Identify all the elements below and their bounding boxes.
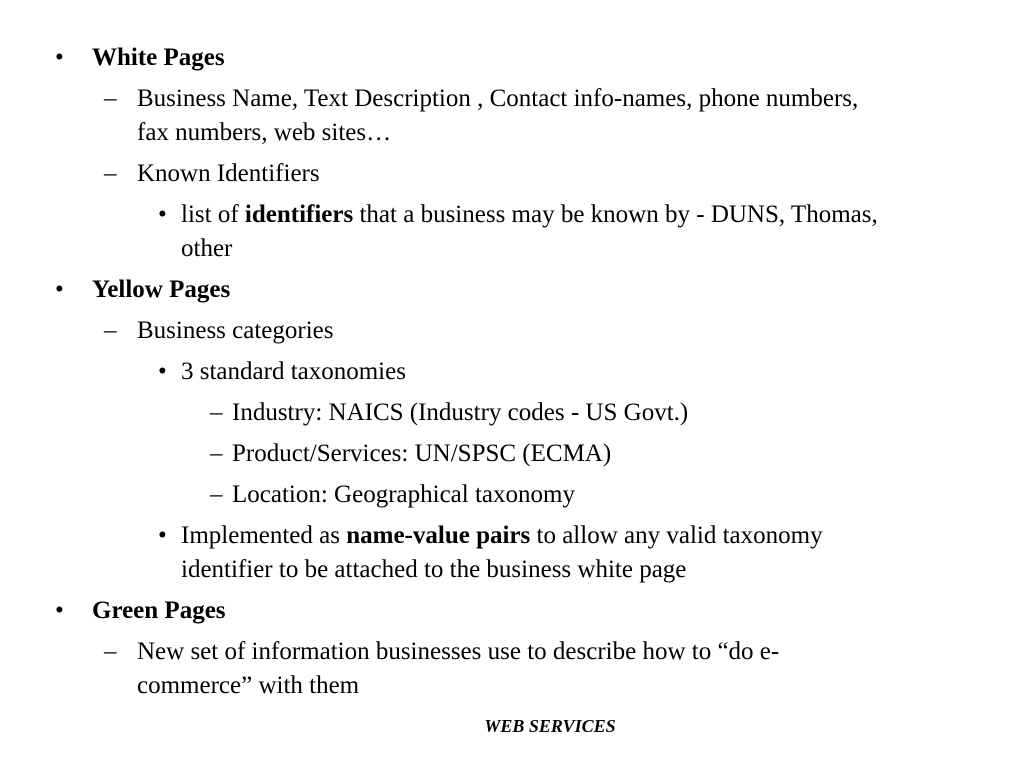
dash-icon: – [104,85,117,112]
dash-icon: – [210,440,223,467]
identifiers-prefix: list of [181,201,245,228]
bullet-icon: • [158,201,167,228]
business-name-line2: fax numbers, web sites… [137,119,392,146]
identifiers-list-line1 [181,198,878,232]
bullet-icon: • [158,522,167,549]
taxonomy-industry: Industry: NAICS (Industry codes - US Govt.) [232,399,689,426]
green-pages-title: Green Pages [92,597,226,624]
bullet-icon: • [55,44,64,71]
bullet-icon: • [55,597,64,624]
known-identifiers-text: Known Identifiers [137,160,320,187]
implemented-suffix: to allow any valid taxonomy [530,522,823,549]
dash-icon: – [104,638,117,665]
business-name-line1: Business Name, Text Description , Contact info-names, phone numbers, [137,85,859,112]
yellow-pages-title: Yellow Pages [92,276,231,303]
dash-icon: – [104,160,117,187]
slide-footer: WEB SERVICES [484,716,616,736]
identifiers-bold: identifiers [244,201,354,228]
implemented-bold: name-value pairs [346,522,531,549]
standard-taxonomies-text: 3 standard taxonomies [181,358,406,385]
dash-icon: – [210,481,223,508]
implemented-prefix: Implemented as [181,522,347,549]
dash-icon: – [210,399,223,426]
green-pages-heading [92,594,226,628]
new-set-line2: commerce” with them [137,672,360,699]
identifiers-suffix: that a business may be known by - DUNS, Thomas, [353,201,878,228]
taxonomy-location: Location: Geographical taxonomy [232,481,575,508]
business-categories-text: Business categories [137,317,334,344]
yellow-pages-heading [92,273,230,307]
taxonomy-product-services: Product/Services: UN/SPSC (ECMA) [232,440,612,467]
white-pages-heading [92,41,225,75]
implemented-line1 [181,519,823,553]
identifiers-list-line2: other [181,235,233,262]
dash-icon: – [104,317,117,344]
new-set-line1: New set of information businesses use to describe how to “do e- [137,638,780,665]
bullet-icon: • [158,358,167,385]
bullet-icon: • [55,276,64,303]
implemented-line2: identifier to be attached to the business white page [181,556,687,583]
white-pages-title: White Pages [92,44,225,71]
